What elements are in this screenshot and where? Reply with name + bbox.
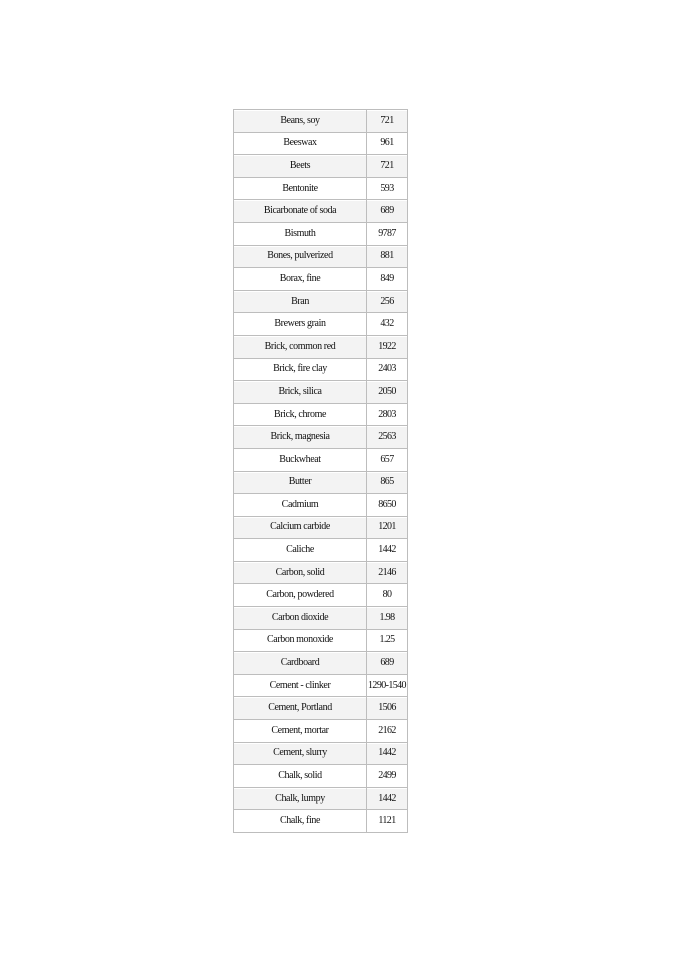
table-row (234, 607, 408, 630)
density-value-cell: 432 (367, 313, 408, 336)
table-row (234, 765, 408, 788)
material-name-cell: Caliche (234, 539, 367, 562)
table-row (234, 381, 408, 404)
density-value-cell: 865 (367, 472, 408, 495)
material-name-cell: Brick, chrome (234, 404, 367, 427)
table-row (234, 223, 408, 246)
material-name-cell: Chalk, lumpy (234, 788, 367, 811)
material-name-cell: Chalk, solid (234, 765, 367, 788)
table-row (234, 562, 408, 585)
material-name-cell: Beans, soy (234, 110, 367, 133)
table-row (234, 584, 408, 607)
table-row (234, 155, 408, 178)
density-value-cell: 1922 (367, 336, 408, 359)
density-value-cell: 2403 (367, 359, 408, 382)
material-name-cell: Beeswax (234, 133, 367, 156)
material-name-cell: Chalk, fine (234, 810, 367, 833)
material-name-cell: Carbon monoxide (234, 630, 367, 653)
table-row (234, 788, 408, 811)
density-value-cell: 80 (367, 584, 408, 607)
material-name-cell: Brick, magnesia (234, 426, 367, 449)
material-name-cell: Cadmium (234, 494, 367, 517)
density-value-cell: 1442 (367, 788, 408, 811)
material-name-cell: Carbon dioxide (234, 607, 367, 630)
table-body (234, 110, 408, 833)
material-name-cell: Bentonite (234, 178, 367, 201)
table-row (234, 246, 408, 269)
table-row (234, 404, 408, 427)
density-value-cell: 721 (367, 155, 408, 178)
table-row (234, 697, 408, 720)
material-name-cell: Brewers grain (234, 313, 367, 336)
material-name-cell: Cardboard (234, 652, 367, 675)
table-row (234, 743, 408, 766)
density-value-cell: 2162 (367, 720, 408, 743)
table-row (234, 426, 408, 449)
table-row (234, 200, 408, 223)
table-row (234, 539, 408, 562)
density-value-cell: 1121 (367, 810, 408, 833)
table-row (234, 675, 408, 698)
density-value-cell: 9787 (367, 223, 408, 246)
material-name-cell: Butter (234, 472, 367, 495)
density-value-cell: 2499 (367, 765, 408, 788)
material-name-cell: Brick, fire clay (234, 359, 367, 382)
table-row (234, 313, 408, 336)
density-value-cell: 2050 (367, 381, 408, 404)
material-name-cell: Borax, fine (234, 268, 367, 291)
density-value-cell: 721 (367, 110, 408, 133)
density-value-cell: 689 (367, 652, 408, 675)
material-name-cell: Bicarbonate of soda (234, 200, 367, 223)
density-value-cell: 849 (367, 268, 408, 291)
density-value-cell: 689 (367, 200, 408, 223)
table-row (234, 291, 408, 314)
material-name-cell: Beets (234, 155, 367, 178)
table-row (234, 133, 408, 156)
density-value-cell: 961 (367, 133, 408, 156)
table-row (234, 178, 408, 201)
table-row (234, 472, 408, 495)
density-value-cell: 593 (367, 178, 408, 201)
table-row (234, 494, 408, 517)
material-name-cell: Bones, pulverized (234, 246, 367, 269)
material-name-cell: Brick, silica (234, 381, 367, 404)
material-name-cell: Brick, common red (234, 336, 367, 359)
density-value-cell: 256 (367, 291, 408, 314)
material-name-cell: Cement, slurry (234, 743, 367, 766)
density-value-cell: 1290-1540 (367, 675, 408, 698)
density-value-cell: 2563 (367, 426, 408, 449)
density-value-cell: 881 (367, 246, 408, 269)
material-name-cell: Cement, Portland (234, 697, 367, 720)
density-value-cell: 1506 (367, 697, 408, 720)
material-name-cell: Buckwheat (234, 449, 367, 472)
material-name-cell: Bismuth (234, 223, 367, 246)
material-name-cell: Cement, mortar (234, 720, 367, 743)
table-row (234, 810, 408, 833)
material-name-cell: Bran (234, 291, 367, 314)
material-name-cell: Calcium carbide (234, 517, 367, 540)
material-name-cell: Carbon, powdered (234, 584, 367, 607)
table-row (234, 720, 408, 743)
table-row (234, 517, 408, 540)
table-row (234, 110, 408, 133)
table-row (234, 268, 408, 291)
density-value-cell: 1.25 (367, 630, 408, 653)
material-name-cell: Cement - clinker (234, 675, 367, 698)
density-value-cell: 8650 (367, 494, 408, 517)
density-table (233, 109, 408, 833)
material-name-cell: Carbon, solid (234, 562, 367, 585)
density-value-cell: 1442 (367, 539, 408, 562)
table-row (234, 449, 408, 472)
density-value-cell: 1201 (367, 517, 408, 540)
density-value-cell: 1.98 (367, 607, 408, 630)
table-row (234, 630, 408, 653)
table-row (234, 336, 408, 359)
table-row (234, 652, 408, 675)
density-value-cell: 657 (367, 449, 408, 472)
density-value-cell: 2146 (367, 562, 408, 585)
table-row (234, 359, 408, 382)
density-value-cell: 1442 (367, 743, 408, 766)
density-value-cell: 2803 (367, 404, 408, 427)
